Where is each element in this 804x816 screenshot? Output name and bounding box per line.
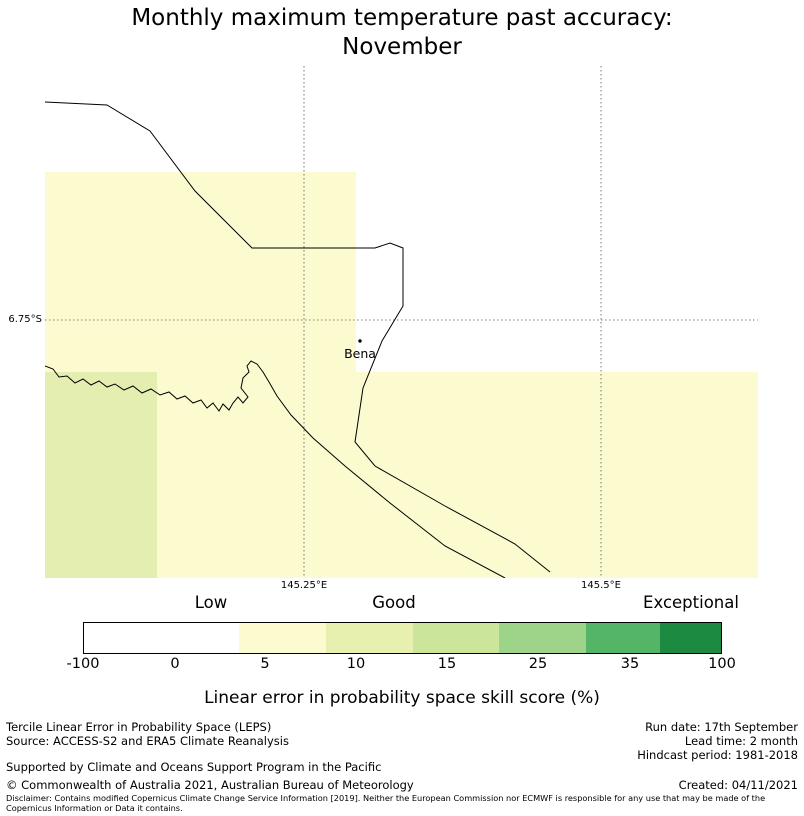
colorbar-category-low: Low <box>194 593 228 612</box>
colorbar-segment-1 <box>239 623 326 653</box>
footer-hindcast-period: Hindcast period: 1981-2018 <box>637 748 798 762</box>
title-line-1: Monthly maximum temperature past accuracy: <box>131 5 673 31</box>
footer <box>0 720 804 816</box>
city-marker-dot <box>358 339 361 342</box>
colorbar-axis-label: Linear error in probability space skill score (%) <box>204 688 600 708</box>
cell-low <box>45 172 356 372</box>
cell-low-2 <box>157 372 758 578</box>
y-tick-label-0: 6.75°S <box>8 314 42 325</box>
x-tick-label-0: 145.25°E <box>280 580 328 591</box>
footer-source: Source: ACCESS-S2 and ERA5 Climate Reanalysis <box>6 734 289 748</box>
map-panel <box>8 66 758 591</box>
cell-good <box>45 372 157 578</box>
footer-right-block <box>637 720 798 762</box>
footer-lead-time: Lead time: 2 month <box>684 734 798 748</box>
footer-disclaimer: Disclaimer: Contains modified Copernicus Climate Change Service Information [2019]. Neither the European Commission nor ECMWF is responsible for any use that may be made of the Copernicus Information or Data it contains. <box>6 793 766 813</box>
colorbar-tick-2: 5 <box>260 656 270 672</box>
heatmap-cells <box>45 172 758 578</box>
footer-run-date: Run date: 17th September <box>645 720 798 734</box>
colorbar-tick-4: 15 <box>437 656 457 672</box>
city-label-bena: Bena <box>344 346 376 361</box>
colorbar-segment-5 <box>586 623 660 653</box>
colorbar <box>83 622 722 654</box>
colorbar-segment-6 <box>660 623 721 653</box>
page-title <box>0 4 804 62</box>
footer-support: Supported by Climate and Oceans Support Program in the Pacific <box>6 760 382 774</box>
colorbar-category-exceptional: Exceptional <box>643 593 739 612</box>
map-svg <box>45 66 758 578</box>
colorbar-segment-4 <box>499 623 586 653</box>
colorbar-tick-6: 35 <box>620 656 640 672</box>
x-tick-label-1: 145.5°E <box>581 580 621 591</box>
colorbar-tick-3: 10 <box>346 656 366 672</box>
title-line-2: November <box>342 34 462 60</box>
colorbar-segment-3 <box>413 623 500 653</box>
colorbar-tick-0: -100 <box>66 656 100 672</box>
colorbar-category-good: Good <box>372 593 416 612</box>
footer-copyright: © Commonwealth of Australia 2021, Australian Bureau of Meteorology <box>6 778 414 792</box>
colorbar-segment-2 <box>326 623 413 653</box>
colorbar-tick-1: 0 <box>170 656 180 672</box>
footer-created: Created: 04/11/2021 <box>678 778 798 792</box>
colorbar-tick-5: 25 <box>528 656 548 672</box>
footer-left-block <box>6 720 289 748</box>
footer-method: Tercile Linear Error in Probability Space (LEPS) <box>6 720 272 734</box>
colorbar-segment-0 <box>84 623 239 653</box>
map-canvas <box>45 66 758 578</box>
colorbar-tick-7: 100 <box>708 656 736 672</box>
